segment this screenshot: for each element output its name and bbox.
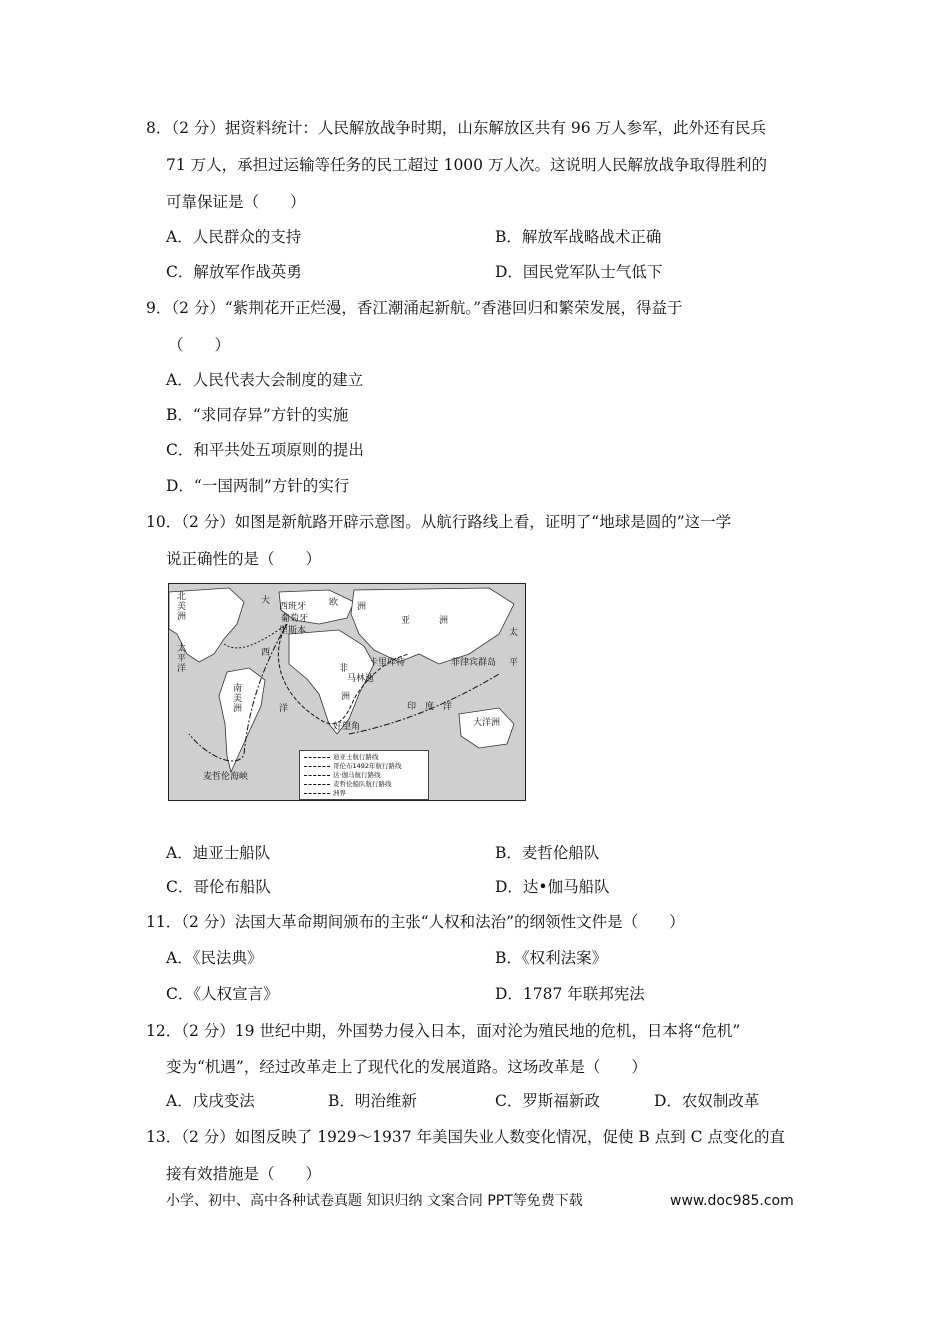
q13-stem-line1: 13．（2 分）如图反映了 1929～1937 年美国失业人数变化情况，促使 B 点到 C 点变化的直 [146,1128,785,1146]
map-legend [299,750,429,800]
q10-stem-line2: 说正确性的是（ ） [166,550,322,568]
label-atlantic-xi: 西 [261,648,271,658]
q11-option-a[interactable]: A．《民法典》 [166,949,263,967]
label-malindi: 马林迪 [347,674,375,684]
q8-stem-line3: 可靠保证是（ ） [166,193,306,211]
label-africa-fei: 非 [339,664,349,674]
q11-option-c[interactable]: C．《人权宣言》 [166,985,279,1003]
q9-option-a[interactable]: A．人民代表大会制度的建立 [166,371,364,389]
q9-stem-line1: 9．（2 分）“紫荆花开正烂漫，香江潮涌起新航。”香港回归和繁荣发展，得益于 [146,299,683,317]
q10-option-c[interactable]: C．哥伦布船队 [166,878,271,896]
label-lisbon: 里斯本 [279,626,307,636]
q8-option-d[interactable]: D．国民党军队士气低下 [495,263,663,281]
q12-stem-line2: 变为“机遇”，经过改革走上了现代化的发展道路。这场改革是（ ） [166,1058,647,1076]
label-pacific-left: 太 平 洋 [177,644,187,674]
q12-option-c[interactable]: C．罗斯福新政 [495,1092,600,1110]
label-oceania: 大洋洲 [473,718,501,728]
new-sea-routes-map [168,583,526,801]
label-europe-zhou: 洲 [357,602,367,612]
q10-stem-line1: 10．（2 分）如图是新航路开辟示意图。从航行路线上看，证明了“地球是圆的”这一学 [146,513,732,531]
q9-option-c[interactable]: C．和平共处五项原则的提出 [166,441,364,459]
legend-item: 麦哲伦船队航行路线 [304,781,392,788]
q12-option-d[interactable]: D．农奴制改革 [654,1092,760,1110]
q8-stem-line2: 71 万人，承担过运输等任务的民工超过 1000 万人次。这说明人民解放战争取得胜利的 [166,156,767,174]
label-europe-ou: 欧 [329,598,339,608]
q12-option-b[interactable]: B．明治维新 [328,1092,417,1110]
footer-url[interactable]: www.doc985.com [670,1193,794,1209]
q8-stem-line1: 8．（2 分）据资料统计：人民解放战争时期，山东解放区共有 96 万人参军，此外还有民兵 [146,119,766,137]
label-cape: 好望角 [333,722,361,732]
label-atlantic-da: 大 [261,596,271,606]
q12-option-a[interactable]: A．戊戌变法 [166,1092,255,1110]
q10-option-d[interactable]: D．达•伽马船队 [495,878,610,896]
q8-option-a[interactable]: A．人民群众的支持 [166,228,302,246]
label-philippines: 菲律宾群岛 [451,658,497,668]
label-portugal: 葡萄牙 [281,614,309,624]
label-atlantic-yang: 洋 [279,704,289,714]
q8-option-b[interactable]: B．解放军战略战术正确 [495,228,662,246]
q11-option-b[interactable]: B．《权利法案》 [495,949,608,967]
label-south-america: 南 美 洲 [233,684,243,714]
label-pacific-right-ping: 平 [509,658,519,668]
label-asia-zhou: 洲 [439,616,449,626]
legend-item: 达·伽马航行路线 [304,772,381,779]
legend-item: 迪亚士航行路线 [304,754,379,761]
legend-item: 哥伦布1492年航行路线 [304,763,402,770]
q8-option-c[interactable]: C．解放军作战英勇 [166,263,302,281]
q10-option-b[interactable]: B．麦哲伦船队 [495,844,600,862]
label-africa-zhou: 洲 [341,692,351,702]
q13-stem-line2: 接有效措施是（ ） [166,1165,322,1183]
label-spain: 西班牙 [279,602,307,612]
label-north-america: 北 美 洲 [177,592,187,622]
q9-option-b[interactable]: B．“求同存异”方针的实施 [166,406,349,424]
label-calicut: 卡里库特 [369,658,406,668]
q12-stem-line1: 12．（2 分）19 世纪中期，外国势力侵入日本，面对沦为殖民地的危机，日本将“危机” [146,1022,741,1040]
footer-text: 小学、初中、高中各种试卷真题 知识归纳 文案合同 PPT等免费下载 [166,1193,583,1209]
label-asia-ya: 亚 [401,616,411,626]
label-magellan: 麦哲伦海峡 [203,772,249,782]
legend-item: 洲界 [304,790,346,797]
q10-option-a[interactable]: A．迪亚士船队 [166,844,271,862]
label-indian-ocean: 印 度 洋 [407,702,453,712]
label-pacific-right-tai: 太 [509,628,519,638]
q9-option-d[interactable]: D．“一国两制”方针的实行 [166,477,350,495]
q11-stem-line1: 11．（2 分）法国大革命期间颁布的主张“人权和法治”的纲领性文件是（ ） [146,913,685,931]
q9-stem-line2: （ ） [168,336,231,354]
q11-option-d[interactable]: D．1787 年联邦宪法 [495,985,645,1003]
